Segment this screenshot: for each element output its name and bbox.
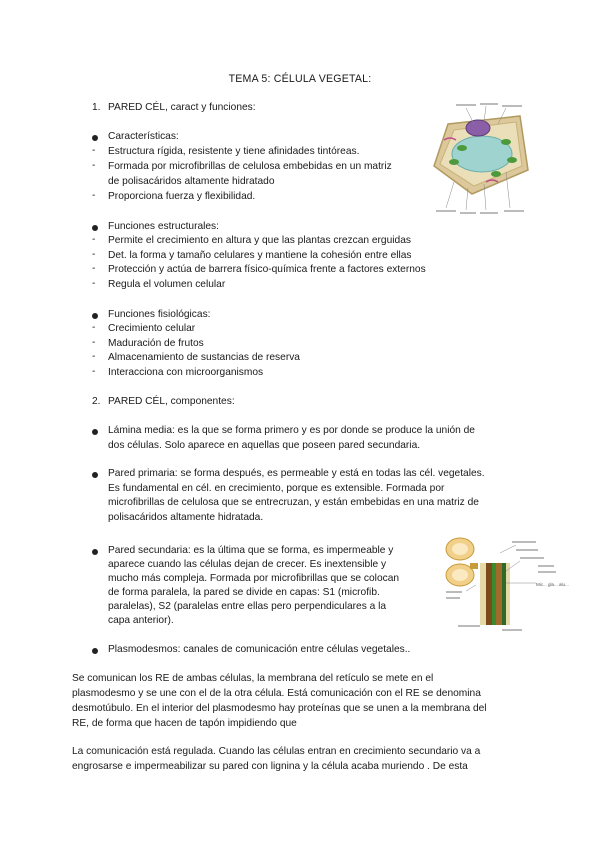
list-item: Crecimiento celular	[108, 323, 196, 334]
dash: -	[92, 190, 96, 201]
secundaria-line: paralelas), S2 (paralelas entre ellas pero perpendiculares a la	[108, 601, 387, 612]
dash: -	[92, 160, 96, 171]
bullet	[92, 225, 98, 231]
list-item: Estructura rígida, resistente y tiene afinidades tintóreas.	[108, 146, 360, 157]
secundaria-line: de forma paralela, la pared se divide en capas: S1 (microfib.	[108, 587, 380, 598]
secundaria-line: capa anterior).	[108, 615, 174, 626]
list-item: Permite el crecimiento en altura y que las plantas crezcan erguidas	[108, 235, 411, 246]
list-item: Protección y actúa de barrera físico-química frente a factores externos	[108, 264, 426, 275]
section2-number: 2.	[92, 396, 101, 407]
list-item: Almacenamiento de sustancias de reserva	[108, 352, 300, 363]
secundaria-line: Pared secundaria: es la última que se forma, es impermeable y	[108, 545, 394, 556]
primaria-line: polisacáridos altamente hidratada.	[108, 512, 264, 523]
lamina-line: dos células. Solo aparece en aquellas que poseen pared secundaria.	[108, 440, 421, 451]
dash: -	[92, 278, 96, 289]
lamina-line: Lámina media: es la que se forma primero y es por donde se produce la unión de	[108, 425, 475, 436]
paragraph-line: engrosarse e impermeabilizar su pared con lignina y la célula acaba muriendo . De esta	[72, 761, 468, 772]
bullet	[92, 313, 98, 319]
list-item: Regula el volumen celular	[108, 279, 226, 290]
secundaria-line: mucho más compleja. Formada por microfibrillas que se colocan	[108, 573, 400, 584]
dash: -	[92, 234, 96, 245]
list-item: Interacciona con microorganismos	[108, 367, 264, 378]
page-title: TEMA 5: CÉLULA VEGETAL:	[228, 73, 372, 85]
dash: -	[92, 145, 96, 156]
primaria-line: Es fundamental en cél. en crecimiento, porque es extensible. Formada por	[108, 483, 445, 494]
bullet	[92, 549, 98, 555]
caracteristicas-title: Características:	[108, 131, 179, 142]
bullet	[92, 648, 98, 654]
section2-heading: PARED CÉL, componentes:	[108, 396, 235, 407]
bullet	[92, 472, 98, 478]
plasmodesmos-line: Plasmodesmos: canales de comunicación entre células vegetales..	[108, 644, 411, 655]
dash: -	[92, 322, 96, 333]
list-item: de polisacáridos altamente hidratado	[108, 176, 275, 187]
bullet	[92, 135, 98, 141]
estructurales-title: Funciones estructurales:	[108, 221, 219, 232]
cell-wall-layers-diagram	[440, 535, 582, 635]
fisiologicas-title: Funciones fisiológicas:	[108, 309, 211, 320]
layer-label: Mic... gla... alu...	[536, 582, 569, 587]
paragraph-line: Se comunican los RE de ambas células, la membrana del retículo se mete en el	[72, 673, 434, 684]
section1-heading: PARED CÉL, caract y funciones:	[108, 102, 256, 113]
list-item: Formada por microfibrillas de celulosa embebidas en un matriz	[108, 161, 392, 172]
dash: -	[92, 366, 96, 377]
paragraph-line: La comunicación está regulada. Cuando las células entran en crecimiento secundario va a	[72, 746, 481, 757]
secundaria-line: aparece cuando las células dejan de crecer. Es inextensible y	[108, 559, 387, 570]
list-item: Det. la forma y tamaño celulares y mantiene la cohesión entre ellas	[108, 250, 412, 261]
dash: -	[92, 337, 96, 348]
dash: -	[92, 351, 96, 362]
section1-number: 1.	[92, 102, 101, 113]
dash: -	[92, 263, 96, 274]
primaria-line: microfibrillas de celulosa que se entrecruzan, y están embebidas en una matriz de	[108, 497, 479, 508]
dash: -	[92, 249, 96, 260]
list-item: Maduración de frutos	[108, 338, 204, 349]
plant-cell-diagram	[426, 102, 532, 218]
list-item: Proporciona fuerza y flexibilidad.	[108, 191, 256, 202]
paragraph-line: plasmodesmo y se une con el de la otra célula. Está comunicación con el RE se denomina	[72, 688, 481, 699]
paragraph-line: RE, de forma que hacen de tapón impidiendo que	[72, 718, 297, 729]
primaria-line: Pared primaria: se forma después, es permeable y está en todas las cél. vegetales.	[108, 468, 485, 479]
paragraph-line: desmotúbulo. En el interior del plasmodesmo hay proteínas que se unen a la membrana del	[72, 703, 487, 714]
bullet	[92, 429, 98, 435]
